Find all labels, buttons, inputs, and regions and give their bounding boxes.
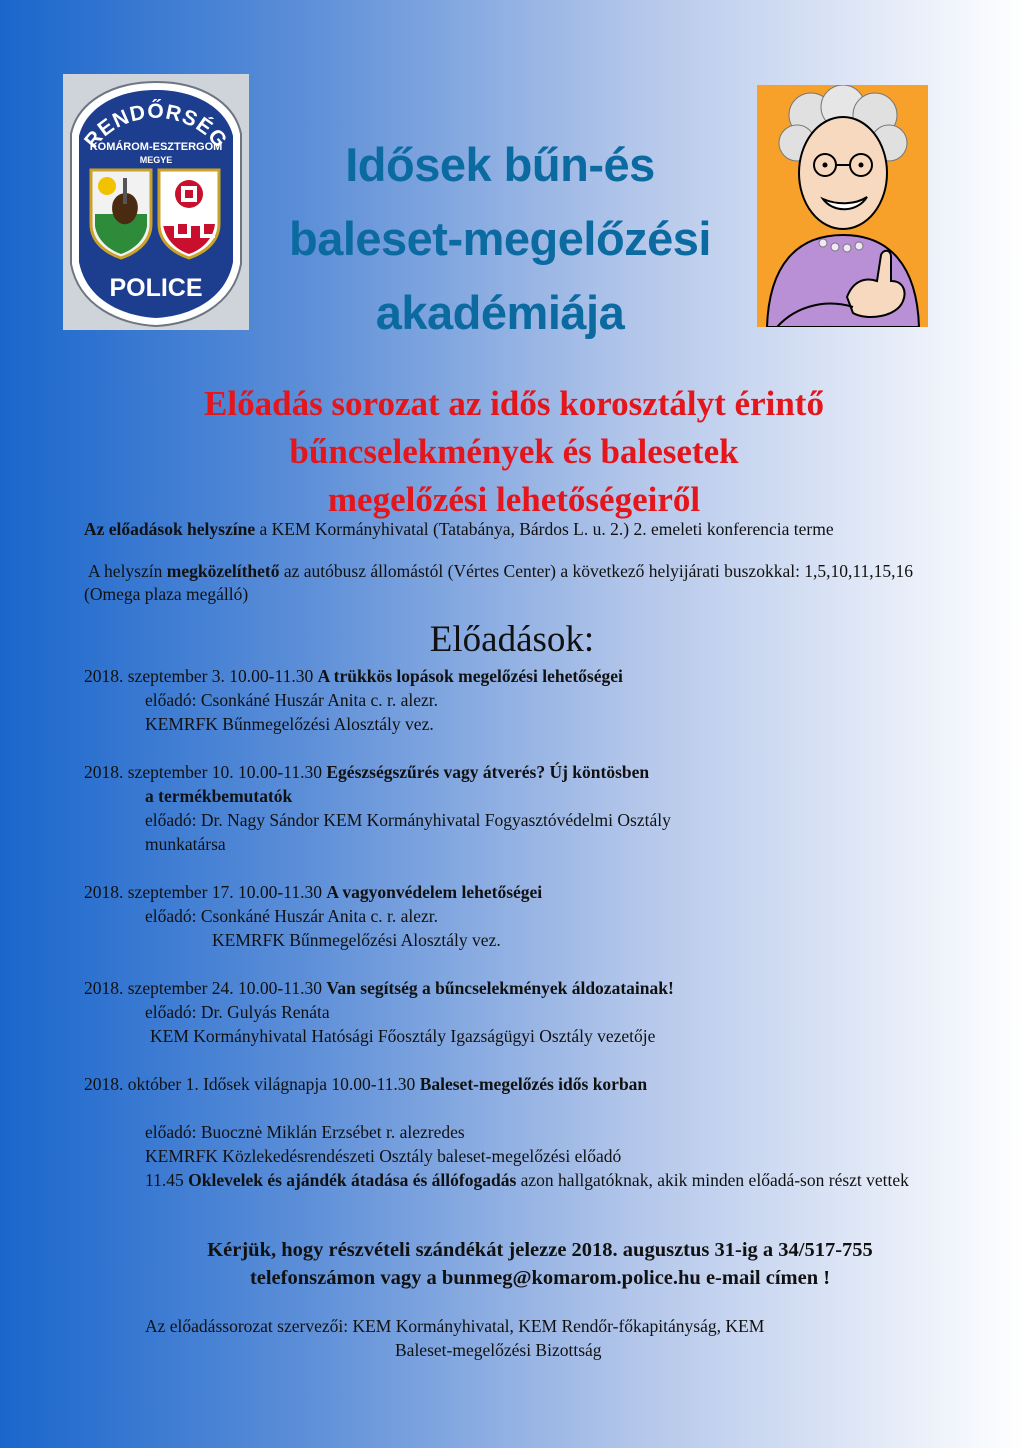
- ceremony-note: [84, 1168, 925, 1192]
- section-title: Előadások:: [429, 619, 595, 660]
- talk-item: [84, 664, 944, 736]
- cta-line-2: telefonszámon vagy a bunmeg@komarom.police.hu e-mail címen !: [249, 1267, 831, 1289]
- talk-role: KEMRFK Bűnmegelőzési Alosztály vez.: [145, 714, 434, 734]
- talk-role: KEMRFK Bűnmegelőzési Alosztály vez.: [212, 930, 501, 950]
- badge-arc-text: RENDŐRSÉG: [80, 100, 232, 153]
- ceremony-text: azon hallgatóknak, akik minden előadá-son részt vettek: [516, 1170, 909, 1190]
- talk-date: 2018. szeptember 3. 10.00-11.30: [84, 666, 318, 686]
- talk-title: Van segítség a bűncselekmények áldozatainak!: [326, 978, 674, 998]
- grandma-illustration: [757, 85, 928, 327]
- access-pre: A helyszín: [88, 561, 167, 581]
- talk-title: Egészségszűrés vagy átverés? Új köntösben: [326, 762, 650, 782]
- subtitle: [60, 380, 968, 524]
- subtitle-line-1: Előadás sorozat az idős korosztályt érintő: [204, 384, 824, 423]
- talk-title: A vagyonvédelem lehetőségei: [326, 882, 543, 902]
- talk-speaker: előadó: Dr. Nagy Sándor KEM Kormányhivatal Fogyasztóvédelmi Osztály: [145, 810, 671, 830]
- talk-item: [84, 760, 944, 856]
- organizers-line-1: Az előadássorozat szervezői: KEM Kormányhivatal, KEM Rendőr-főkapitányság, KEM: [145, 1316, 765, 1336]
- talk-role: KEM Kormányhivatal Hatósági Főosztály Igazságügyi Osztály vezetője: [150, 1026, 656, 1046]
- talk-title: A trükkös lopások megelőzési lehetőségei: [317, 666, 623, 686]
- grandma-thumbs-up-icon: [757, 85, 928, 327]
- ceremony-time: 11.45: [145, 1170, 189, 1190]
- talk-role: KEMRFK Közlekedésrendészeti Osztály baleset-megelőzési előadó: [145, 1146, 622, 1166]
- registration-call: [130, 1236, 950, 1292]
- talk-date: 2018. szeptember 17. 10.00-11.30: [84, 882, 327, 902]
- talk-date: 2018. október 1. Idősek világnapja 10.00-11.30: [84, 1074, 420, 1094]
- talk-date: 2018. szeptember 24. 10.00-11.30: [84, 978, 327, 998]
- badge-county-text: KOMÁROM-ESZTERGOM: [89, 141, 223, 153]
- ceremony-label: Oklevelek és ajándék átadása és állófogadás: [188, 1170, 517, 1190]
- access-paragraph: [84, 560, 944, 606]
- title-line-1: Idősek bűn-és: [345, 138, 655, 191]
- badge-police-text: POLICE: [109, 274, 203, 302]
- cta-line-1: Kérjük, hogy részvételi szándékát jelezze 2018. augusztus 31-ig a 34/517-755: [207, 1239, 873, 1261]
- police-badge-logo: [63, 74, 249, 330]
- badge-megye-text: MEGYE: [139, 155, 173, 165]
- subtitle-line-2: bűncselekmények és balesetek: [289, 432, 739, 471]
- talk-date: 2018. szeptember 10. 10.00-11.30: [84, 762, 327, 782]
- talk-speaker: előadó: Csonkáné Huszár Anita c. r. alezr.: [145, 690, 439, 710]
- access-text: az autóbusz állomástól (Vértes Center) a következő helyijárati buszokkal: 1,5,10,11,15,16 (Omega plaza megálló): [84, 561, 914, 604]
- access-label: megközelíthető: [166, 561, 280, 581]
- subtitle-line-3: megelőzési lehetőségeiről: [327, 480, 701, 519]
- talk-title: Baleset-megelőzés idős korban: [419, 1074, 648, 1094]
- talk-item: [84, 880, 944, 952]
- venue-label: Az előadások helyszíne: [84, 519, 256, 539]
- venue-text: a KEM Kormányhivatal (Tatabánya, Bárdos L. u. 2.) 2. emeleti konferencia terme: [255, 519, 834, 539]
- organizers: [145, 1314, 945, 1362]
- organizers-line-2: Baleset-megelőzési Bizottság: [395, 1340, 602, 1360]
- title-line-2: baleset-megelőzési: [288, 212, 711, 265]
- talk-speaker: előadó: Csonkáné Huszár Anita c. r. alezr.: [145, 906, 439, 926]
- venue-paragraph: [84, 518, 944, 541]
- talk-speaker: előadó: Dr. Gulyás Renáta: [145, 1002, 330, 1022]
- venue-info: [84, 518, 944, 606]
- talk-speaker: előadó: Buocznė Miklán Erzsébet r. alezredes: [145, 1122, 465, 1142]
- talk-item: [84, 976, 944, 1048]
- police-badge-icon: [63, 74, 249, 330]
- talks-list: [84, 664, 944, 1216]
- talk-role: munkatársa: [145, 834, 226, 854]
- title-line-3: akadémiája: [375, 286, 625, 339]
- talk-item: [84, 1072, 944, 1192]
- talk-title-cont: a termékbemutatók: [145, 786, 293, 806]
- main-title: [250, 128, 750, 350]
